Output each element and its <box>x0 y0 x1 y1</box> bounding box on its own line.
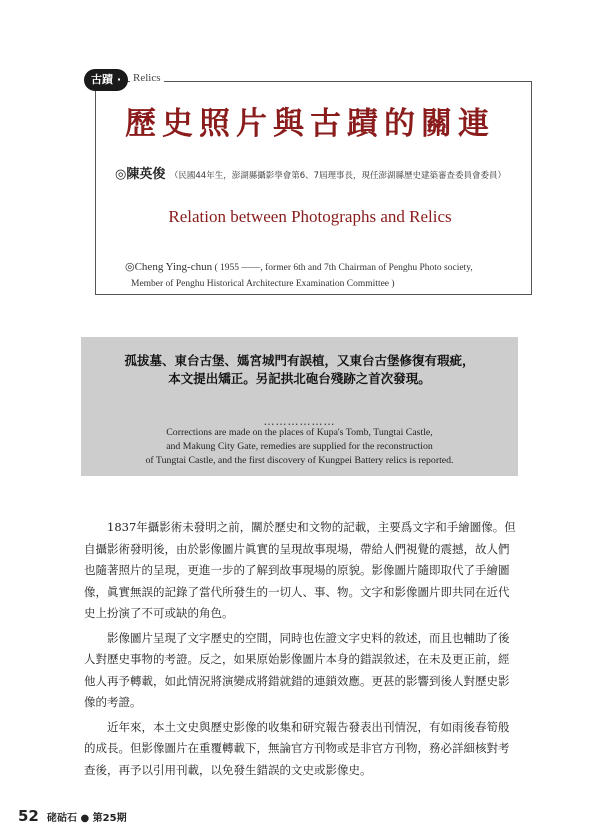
abstract-zh-line2: 本文提出矯正。另記拱北砲台殘跡之首次發現。 <box>168 371 431 386</box>
section-tag-en: Relics <box>130 72 164 84</box>
article-title-en: Relation between Photographs and Relics <box>168 207 452 226</box>
issue-label: 硓𥑮石 ● 第25期 <box>46 813 127 824</box>
abstract-zh <box>81 352 518 388</box>
article-body <box>84 517 520 784</box>
abstract-en-line1: Corrections are made on the places of Kupa's Tomb, Tungtai Castle, <box>166 427 433 438</box>
abstract-zh-line1: 孤拔墓、東台古堡、媽宮城門有誤植，又東台古堡修復有瑕疵， <box>124 353 475 368</box>
body-paragraph-1: 1837年攝影術未發明之前，關於歷史和文物的記載，主要爲文字和手繪圖像。但自攝影術發明後，由於影像圖片眞實的呈現故事現場，帶給人們視覺的震撼，故人們也隨著照片的呈現，更進一步的了解到故事現場的原貌。影像圖片隨即取代了手繪圖像，眞實無誤的記錄了當代所發生的一切人、事、物。文字和影像圖片即共同在近代史上扮演了不可或缺的角色。 <box>84 520 516 620</box>
author-zh <box>115 163 520 182</box>
abstract-en <box>81 426 518 468</box>
author-note-en-line1: ( 1955 ——, former 6th and 7th Chairman of Penghu Photo society, <box>214 263 473 273</box>
abstract-box <box>81 337 518 476</box>
author-note-en-line2: Member of Penghu Historical Architecture Examination Committee ) <box>131 279 395 289</box>
abstract-en-line3: of Tungtai Castle, and the first discovery of Kungpei Battery relics is reported. <box>145 455 454 466</box>
author-en <box>125 259 510 292</box>
abstract-en-line2: and Makung City Gate, remedies are supplied for the reconstruction <box>166 441 433 452</box>
author-name-en: ◎Cheng Ying-chun <box>125 261 213 273</box>
section-tag: 古蹟 · <box>84 69 128 91</box>
page-footer <box>18 806 127 825</box>
body-paragraph-2: 影像圖片呈現了文字歷史的空間，同時也佐證文字史料的敘述，而且也輔助了後人對歷史事物的考證。反之，如果原始影像圖片本身的錯誤敘述，在未及更正前，經他人再予轉載，如此情況將演變成將錯就錯的連鎖效應。更甚的影響到後人對歷史影像的考證。 <box>84 630 510 709</box>
abstract-divider: ……………… <box>263 415 336 428</box>
author-name-zh: ◎陳英俊 <box>115 167 166 182</box>
author-note-zh: （民國44年生，澎湖縣攝影學會第6、7屆理事長，現任澎湖縣歷史建築審查委員會委員） <box>169 171 507 181</box>
body-paragraph-3: 近年來，本土文史與歷史影像的收集和研究報告發表出刊情況，有如雨後春筍般的成長。但影像圖片在重覆轉載下，無論官方刊物或是非官方刊物，務必詳細核對考查後，再予以引用刊載，以免發生錯誤的文史或影像史。 <box>84 719 510 777</box>
article-title-zh: 歷史照片與古蹟的關連 <box>125 106 495 142</box>
page-number: 52 <box>18 807 39 825</box>
